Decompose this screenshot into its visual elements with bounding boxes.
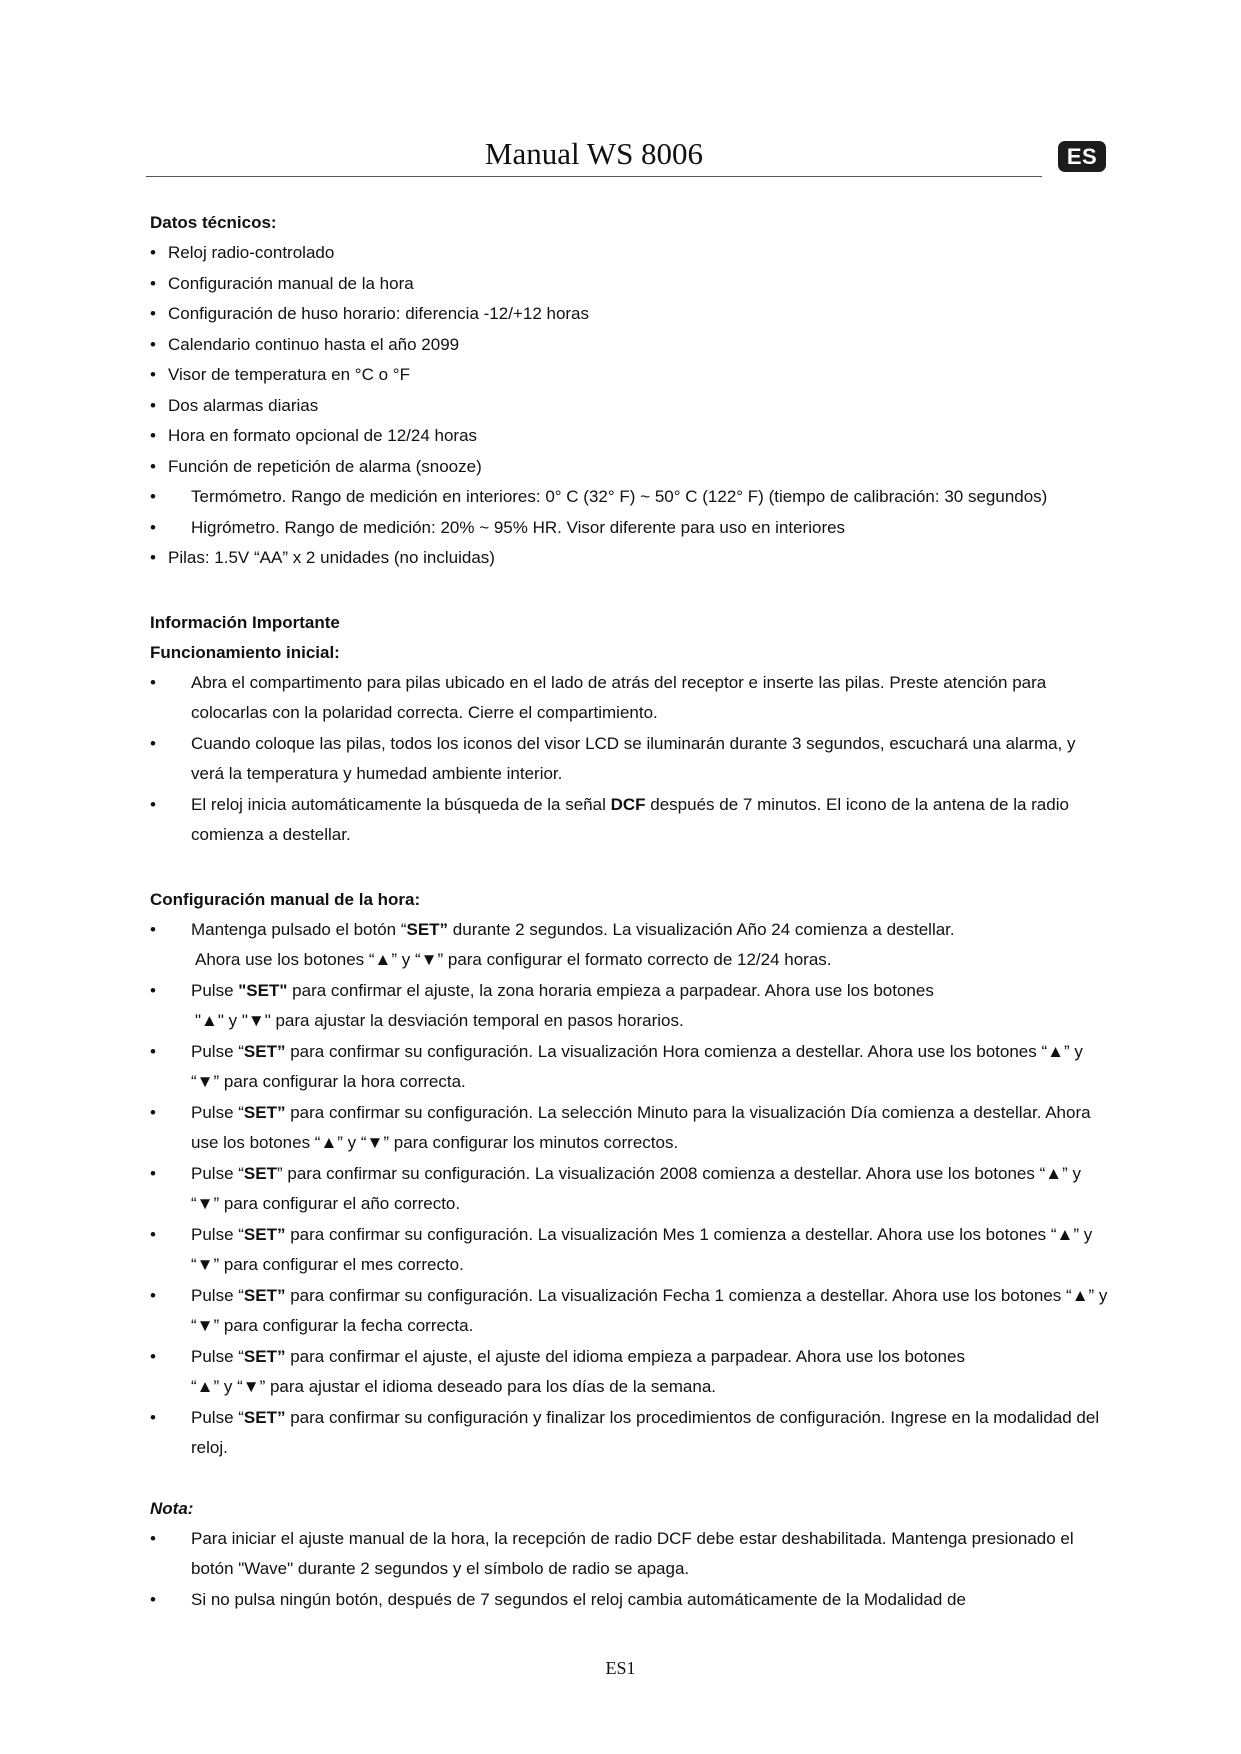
important-heading: Información Importante bbox=[150, 612, 340, 632]
list-item: • Si no pulsa ningún botón, después de 7 segundos el reloj cambia automáticamente de la Modalidad de bbox=[150, 1585, 1110, 1616]
spacer bbox=[150, 574, 1110, 608]
bold-text: SET” bbox=[243, 1407, 286, 1427]
list-item: • Configuración manual de la hora bbox=[150, 269, 1110, 300]
bold-text: DCF bbox=[610, 794, 646, 814]
list-item: • Para iniciar el ajuste manual de la hora, la recepción de radio DCF debe estar deshabilitada. Mantenga presionado el botón "Wave" durante 2 segundos y el símbolo de radio se apaga. bbox=[150, 1524, 1110, 1585]
page-number: ES1 bbox=[605, 1658, 636, 1678]
text-run: Pulse “ bbox=[191, 1285, 244, 1305]
bold-text: SET” bbox=[406, 919, 449, 939]
text-run: para confirmar el ajuste, el ajuste del idioma empieza a parpadear. Ahora use los botones bbox=[285, 1346, 965, 1366]
list-item: • Configuración de huso horario: diferencia -12/+12 horas bbox=[150, 299, 1110, 330]
text-run: Pulse “ bbox=[191, 1041, 244, 1061]
text-run: después de 7 minutos. El icono de la antena de la radio comienza a destellar. bbox=[191, 794, 1069, 844]
bold-text: SET” bbox=[243, 1041, 286, 1061]
language-badge: ES bbox=[1058, 141, 1106, 172]
text-run: durante 2 segundos. La visualización Año 24 comienza a destellar. bbox=[448, 919, 955, 939]
list-item bbox=[150, 915, 1110, 976]
text-run: Pulse “ bbox=[191, 1163, 244, 1183]
initial-operation-list bbox=[150, 668, 1110, 851]
list-item bbox=[150, 1098, 1110, 1159]
manual-time-list bbox=[150, 915, 1110, 1464]
list-item: • Visor de temperatura en °C o °F bbox=[150, 360, 1110, 391]
specs-list bbox=[150, 238, 1110, 574]
bold-text: SET” bbox=[243, 1285, 286, 1305]
text-run: El reloj inicia automáticamente la búsqueda de la señal bbox=[191, 794, 611, 814]
list-item: • Dos alarmas diarias bbox=[150, 391, 1110, 422]
list-item bbox=[150, 1037, 1110, 1098]
list-item: • Reloj radio-controlado bbox=[150, 238, 1110, 269]
text-run: para confirmar su configuración. La visualización Mes 1 comienza a destellar. Ahora use los botones “▲” y “▼” para configurar el mes correcto. bbox=[191, 1224, 1093, 1274]
text-run: para confirmar su configuración y finalizar los procedimientos de configuración. Ingrese en la modalidad del reloj. bbox=[191, 1407, 1100, 1457]
bold-text: SET” bbox=[243, 1224, 286, 1244]
list-item: • Pilas: 1.5V “AA” x 2 unidades (no incluidas) bbox=[150, 543, 1110, 574]
text-run: Mantenga pulsado el botón “ bbox=[191, 919, 407, 939]
bold-text: SET” bbox=[243, 1102, 286, 1122]
page-header bbox=[146, 132, 1042, 177]
bold-text: SET” bbox=[243, 1346, 286, 1366]
spacer bbox=[150, 1464, 1110, 1494]
note-heading: Nota: bbox=[150, 1498, 194, 1518]
bold-text: "SET" bbox=[238, 980, 288, 1000]
text-run: para confirmar su configuración. La visualización Fecha 1 comienza a destellar. Ahora use los botones “▲” y “▼” para configurar la fecha correcta. bbox=[191, 1285, 1108, 1335]
specs-heading: Datos técnicos: bbox=[150, 213, 277, 232]
text-run: “▲” y “▼” para ajustar el idioma deseado para los días de la semana. bbox=[191, 1377, 717, 1396]
text-run: ” para confirmar su configuración. La visualización 2008 comienza a destellar. Ahora use los botones “▲” y “▼” para configurar el año correcto. bbox=[191, 1163, 1081, 1213]
text-run: "▲" y "▼" para ajustar la desviación temporal en pasos horarios. bbox=[195, 1011, 684, 1030]
text-run: Pulse “ bbox=[191, 1407, 244, 1427]
text-run: Ahora use los botones “▲” y “▼” para configurar el formato correcto de 12/24 horas. bbox=[195, 950, 832, 969]
list-item: • Hora en formato opcional de 12/24 horas bbox=[150, 421, 1110, 452]
text-run: Pulse “ bbox=[191, 1102, 244, 1122]
list-item: • Abra el compartimento para pilas ubicado en el lado de atrás del receptor e inserte las pilas. Preste atención para colocarlas con la polaridad correcta. Cierre el compartimiento. bbox=[150, 668, 1110, 729]
document-body bbox=[150, 208, 1110, 1615]
list-item: • Calendario continuo hasta el año 2099 bbox=[150, 330, 1110, 361]
bold-text: SET bbox=[243, 1163, 277, 1183]
list-item bbox=[150, 790, 1110, 851]
text-run: para confirmar su configuración. La visualización Hora comienza a destellar. Ahora use los botones “▲” y “▼” para configurar la hora correcta. bbox=[191, 1041, 1083, 1091]
text-run: para confirmar su configuración. La selección Minuto para la visualización Día comienza a destellar. Ahora use los botones “▲” y “▼” para configurar los minutos correctos. bbox=[191, 1102, 1091, 1152]
list-item bbox=[150, 1403, 1110, 1464]
list-item bbox=[150, 1342, 1110, 1403]
manual-time-heading: Configuración manual de la hora: bbox=[150, 889, 421, 909]
list-item bbox=[150, 976, 1110, 1037]
text-run: Pulse “ bbox=[191, 1346, 244, 1366]
list-item bbox=[150, 1159, 1110, 1220]
text-run: Pulse “ bbox=[191, 1224, 244, 1244]
spacer bbox=[150, 851, 1110, 885]
list-item bbox=[150, 1220, 1110, 1281]
page-title: Manual WS 8006 bbox=[484, 136, 704, 171]
list-item: • Higrómetro. Rango de medición: 20% ~ 95% HR. Visor diferente para uso en interiores bbox=[150, 513, 1110, 544]
text-run: para confirmar el ajuste, la zona horaria empieza a parpadear. Ahora use los botones bbox=[287, 980, 934, 1000]
text-run: Pulse bbox=[191, 980, 239, 1000]
list-item bbox=[150, 1281, 1110, 1342]
initial-operation-heading: Funcionamiento inicial: bbox=[150, 642, 340, 662]
note-list bbox=[150, 1524, 1110, 1616]
list-item: • Termómetro. Rango de medición en interiores: 0° C (32° F) ~ 50° C (122° F) (tiempo de calibración: 30 segundos) bbox=[150, 482, 1110, 513]
list-item: • Función de repetición de alarma (snooze) bbox=[150, 452, 1110, 483]
list-item: • Cuando coloque las pilas, todos los iconos del visor LCD se iluminarán durante 3 segundos, escuchará una alarma, y verá la temperatura y humedad ambiente interior. bbox=[150, 729, 1110, 790]
